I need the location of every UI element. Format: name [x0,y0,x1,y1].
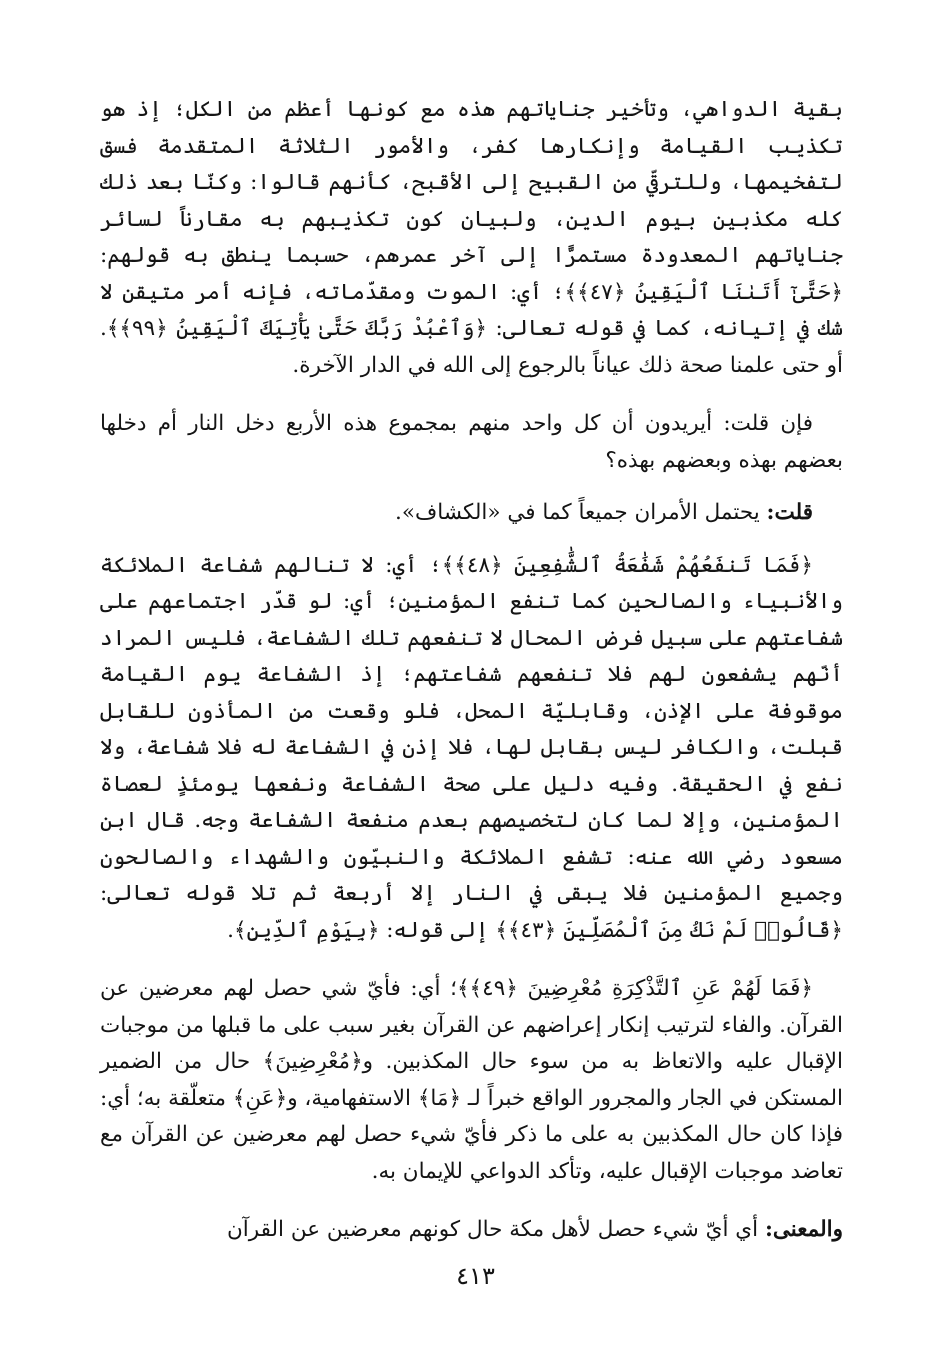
paragraph-2 [100,406,843,479]
paragraph-1-text: بقية الدواهي، وتأخير جناياتهم هذه مع كونها أعظم من الكل؛ إذ هو تكذيب القيامة وإنكارها كفر، والأمور الثلاثة المتقدمة فسق لتفخيمها، وللترقّي من القبيح إلى الأقبح، كأنهم قالوا: وكنّا بعد ذلك كله مكذبين بيوم الدين، ولبيان كون تكذيبهم به مقارناً لسائر جناياتهم المعدودة مستمرًّا إلى آخر عمرهم، حسبما ينطق به قولهم: ﴿حَتَّىٰٓ أَتَىٰنَا ٱلْيَقِينُ ﴿٤٧﴾﴾؛ أي: الموت ومقدّماته، فإنه أمر متيقن لا شك في إتيانه، كما في قوله تعالى: ﴿وَٱعْبُدْ رَبَّكَ حَتَّىٰ يَأْتِيَكَ ٱلْيَقِينُ ﴿٩٩﴾﴾. أو حتى علمنا صحة ذلك عياناً بالرجوع إلى الله في الدار الآخرة. [100,97,843,378]
paragraph-6-lead: والمعنى: [764,1217,843,1242]
paragraph-3-lead: قلت: [766,500,813,525]
paragraph-3-text: يحتمل الأمران جميعاً كما في «الكشاف». [395,500,767,525]
paragraph-4 [100,548,843,950]
paragraph-6-text: أي أيّ شيء حصل لأهل مكة حال كونهم معرضين عن القرآن [227,1217,765,1242]
paragraph-4-text: ﴿فَمَا تَنفَعُهُمْ شَفَٰعَةُ ٱلشَّٰفِعِينَ ﴿٤٨﴾﴾؛ أي: لا تنالهم شفاعة الملائكة والأنبياء والصالحين كما تنفع المؤمنين؛ أي: لو قدّر اجتماعهم على شفاعتهم على سبيل فرض المحال لا تنفعهم تلك الشفاعة، فليس المراد أنّهم يشفعون لهم فلا تنفعهم شفاعتهم؛ إذ الشفاعة يوم القيامة موقوفة على الإذن، وقابليّة المحل، فلو وقعت من المأذون للقابل قبلت، والكافر ليس بقابل لها، فلا إذن في الشفاعة له فلا شفاعة، ولا نفع في الحقيقة. وفيه دليل على صحة الشفاعة ونفعها يومئذٍ لعصاة المؤمنين، وإلا لما كان لتخصيصهم بعدم منفعة الشفاعة وجه. قال ابن مسعود رضي الله عنه: تشفع الملائكة والنبيّون والشهداء والصالحون وجميع المؤمنين فلا يبقى في النار إلا أربعة ثم تلا قوله تعالى: ﴿قَالُوا۟ لَمْ نَكُ مِنَ ٱلْمُصَلِّينَ ﴿٤٣﴾﴾ إلى قوله: ﴿بِيَوْمِ ٱلدِّينِ﴾. [100,552,843,943]
paragraph-6 [100,1212,843,1249]
page-body [100,92,843,1249]
paragraph-2-text: فإن قلت: أيريدون أن كل واحد منهم بمجموع هذه الأربع دخل النار أم دخلها بعضهم بهذه وبعضهم بهذه؟ [100,411,843,473]
paragraph-5-text: ﴿فَمَا لَهُمْ عَنِ ٱلتَّذْكِرَةِ مُعْرِضِينَ ﴿٤٩﴾﴾؛ أي: فأيّ شي حصل لهم معرضين عن القرآن. والفاء لترتيب إنكار إعراضهم عن القرآن بغير سبب على ما قبلها من موجبات الإقبال عليه والاتعاظ به من سوء حال المكذبين. و﴿مُعْرِضِينَ﴾ حال من الضمير المستكن في الجار والمجرور الواقع خبراً لـ ﴿مَا﴾ الاستفهامية، و﴿عَنِ﴾ متعلّقة به؛ أي: فإذا كان حال المكذبين به على ما ذكر فأيّ شيء حصل لهم معرضين عن القرآن مع تعاضد موجبات الإقبال عليه، وتأكد الدواعي للإيمان به. [100,976,843,1184]
paragraph-5 [100,971,843,1190]
page-number: ٤١٣ [456,1262,495,1290]
paragraph-1 [100,92,843,384]
paragraph-3 [100,495,843,532]
